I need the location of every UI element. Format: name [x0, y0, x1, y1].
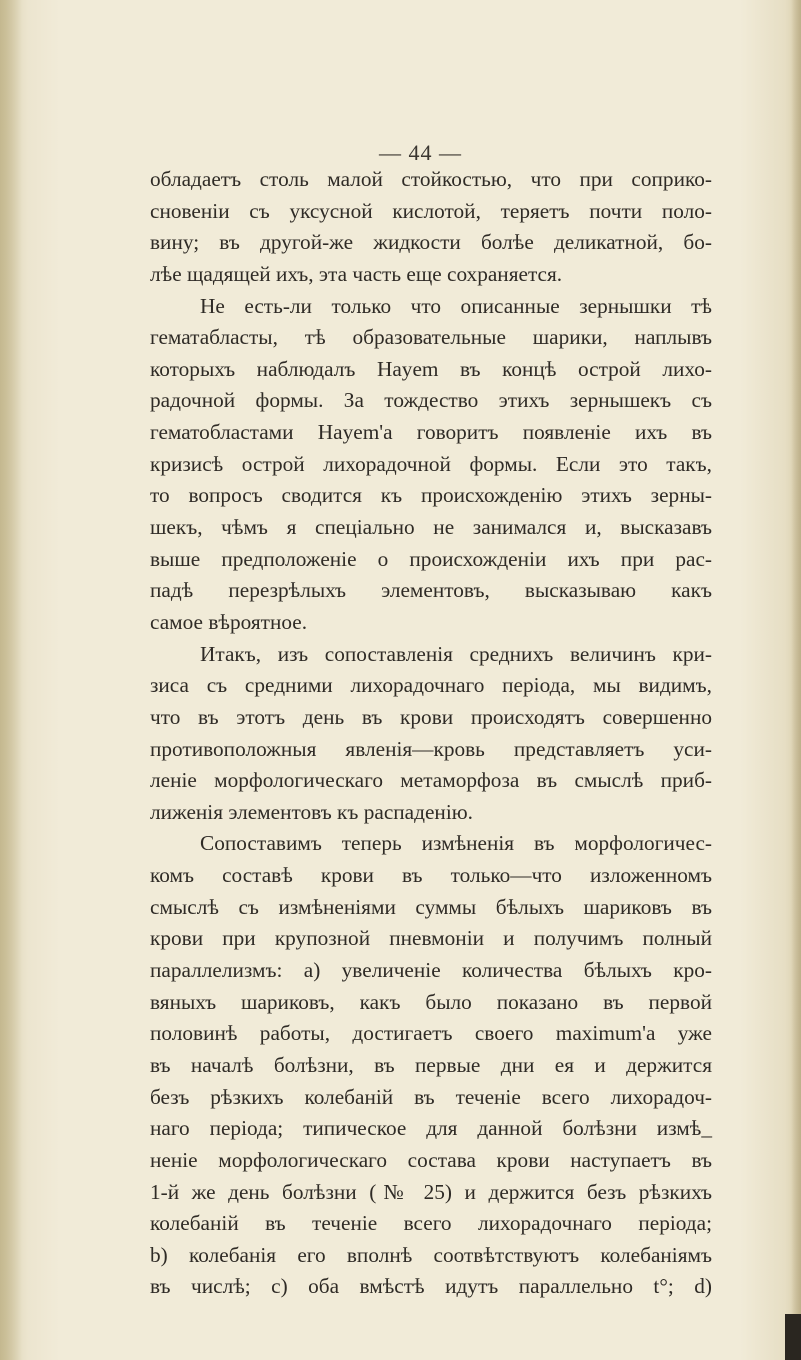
text-line: сновенiи съ уксусной кислотой, теряетъ почти поло-: [150, 198, 712, 223]
text-line: которыхъ наблюдалъ Hayem въ концѣ острой лихо-: [150, 356, 712, 381]
text-line: крови при крупозной пневмонiи и получимъ полный: [150, 926, 712, 951]
text-line: шекъ, чѣмъ я спецiально не занимался и, высказавъ: [150, 515, 712, 540]
text-line: безъ рѣзкихъ колебанiй въ теченiе всего лихорадоч-: [150, 1084, 712, 1109]
text-line: ленiе морфологическаго метаморфоза въ смыслѣ приб-: [150, 768, 712, 793]
page-spine-shadow: [0, 0, 22, 1360]
text-line: зиса съ средними лихорадочнаго перiода, мы видимъ,: [150, 673, 712, 698]
text-line: комъ составѣ крови въ только—что изложенномъ: [150, 863, 712, 888]
text-line: что въ этотъ день въ крови происходятъ совершенно: [150, 704, 712, 729]
text-line: половинѣ работы, достигаетъ своего maximum'a уже: [150, 1021, 712, 1046]
text-line: падѣ перезрѣлыхъ элементовъ, высказываю какъ: [150, 578, 712, 603]
text-line: лиженiя элементовъ къ распаденiю.: [150, 799, 473, 824]
text-line: то вопросъ сводится къ происхожденiю этихъ зерны-: [150, 483, 712, 508]
text-line: гематобластами Hayem'a говоритъ появленiе ихъ въ: [150, 420, 712, 445]
body-text: [150, 164, 712, 1303]
text-line: вяныхъ шариковъ, какъ было показано въ первой: [150, 989, 712, 1014]
page-right-edge: [791, 0, 801, 1360]
text-line: въ числѣ; c) оба вмѣстѣ идутъ параллельно t°; d): [150, 1274, 712, 1299]
text-line: выше предположенiе о происхожденiи ихъ при рас-: [150, 546, 712, 571]
text-line: b) колебанiя его вполнѣ соотвѣтствуютъ колебанiямъ: [150, 1242, 712, 1267]
page-number: — 44 —: [379, 140, 462, 165]
text-line: самое вѣроятное.: [150, 609, 308, 634]
text-line: лѣе щадящей ихъ, эта часть еще сохраняется.: [150, 261, 563, 286]
text-line: параллелизмъ: a) увеличенiе количества бѣлыхъ кро-: [150, 958, 712, 983]
text-line: 1-й же день болѣзни (№ 25) и держится безъ рѣзкихъ: [150, 1179, 712, 1204]
text-line: обладаетъ столь малой стойкостью, что при соприко-: [150, 167, 712, 191]
text-line: противоположныя явленiя—кровь представляетъ уси-: [150, 736, 712, 761]
text-line: колебанiй въ теченiе всего лихорадочнаго перiода;: [150, 1211, 712, 1236]
scan-corner-mark: [785, 1314, 801, 1360]
text-line: радочной формы. За тождество этихъ зернышекъ съ: [150, 388, 712, 413]
text-line: смыслѣ съ измѣненiями суммы бѣлыхъ шариковъ въ: [150, 894, 712, 919]
text-line: наго перiода; типическое для данной болѣзни измѣ_: [150, 1116, 712, 1141]
text-line: Сопоставимъ теперь измѣненiя въ морфологичес-: [200, 831, 712, 856]
text-line: кризисѣ острой лихорадочной формы. Если это такъ,: [150, 451, 712, 476]
text-line: гематабласты, тѣ образовательные шарики, наплывъ: [150, 325, 712, 350]
text-line: ненiе морфологическаго состава крови наступаетъ въ: [150, 1147, 712, 1172]
text-line: Не есть-ли только что описанные зернышки тѣ: [200, 293, 712, 318]
text-line: Итакъ, изъ сопоставленiя среднихъ величинъ кри-: [200, 641, 712, 666]
text-line: вину; въ другой-же жидкости болѣе деликатной, бо-: [150, 230, 712, 255]
text-line: въ началѣ болѣзни, въ первые дни ея и держится: [150, 1052, 712, 1077]
